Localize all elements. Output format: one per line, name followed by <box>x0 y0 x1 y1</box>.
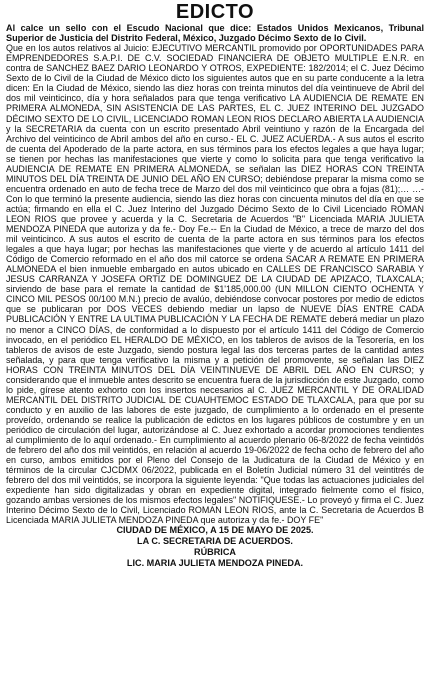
signature-role: LA C. SECRETARIA DE ACUERDOS. <box>137 536 293 547</box>
signature-rubrica: RÚBRICA <box>194 547 236 558</box>
edict-seal-description: Al calce un sello con el Escudo Nacional que dice: Estados Unidos Mexicanos, Tribunal Superior de Justicia del Distrito Federal, México, Juzgado Décimo Sexto de lo Civil. <box>6 23 424 44</box>
signature-place-date: CIUDAD DE MÉXICO, A 15 DE MAYO DE 2025. <box>116 525 314 536</box>
signature-name: LIC. MARIA JULIETA MENDOZA PINEDA. <box>126 558 304 569</box>
edict-title: EDICTO <box>175 1 255 23</box>
edict-body: Que en los autos relativos al Juicio: EJECUTIVO MERCANTIL promovido por OPORTUNIDADES PARA EMPRENDEDORES S.A.P.I. DE C.V. SOCIEDAD FINANCIERA DE OBJETO MULTIPLE E.N.R. en contra de SANCHEZ BAEZ DARIO LEONARDO Y OTROS, EXPEDIENTE: 182/2014; el C. Juez Décimo Sexto de lo Civil de la Ciudad de México dicto los siguientes autos que en su parte conducente a la letra dicen: En la Ciudad de México, siendo las diez horas con treinta minutos del día veintinueve de Abril del dos mil veinticinco, día y hora señalados para que tenga verificativo LA AUDIENCIA DE REMATE EN PRIMERA ALMONEDA, SIN ASISTENCIA DE LAS PARTES, EL C. JUEZ INTERINO DEL JUZGADO DÉCIMO SEXTO DE LO CIVIL, LICENCIADO ROMAN LEON RIOS DECLARO ABIERTA LA AUDIENCIA y la SECRETARIA da cuenta con un escrito presentado Abril veintiuno y razón de la Encargada del Archivo del veinticinco de Abril ambos del año en curso.- EL C. JUEZ ACUERDA.- A sus autos el escrito de cuenta del Apoderado de la parte actora, en sus términos para los efectos legales a que haya lugar; se tienen por hechas las manifestaciones que vierte y como lo solicita para que tenga verificativo la AUDIENCIA DE REMATE EN PRIMERA ALMONEDA, se señalan las DIEZ HORAS CON TREINTA MINUTOS DEL DÍA TREINTA DE JUNIO DEL AÑO EN CURSO; debiéndose preparar la misma como se encuentra ordenado en auto de fecha trece de Marzo del dos mil veinticinco que obra a fojas (81);… …- Con lo que terminó la presente audiencia, siendo las diez horas con cincuenta minutos del día en que se actúa; firmando en ella el C. Juez Interino del Juzgado Décimo Sexto de lo Civil Licenciado ROMAN LEON RIOS que provee y acuerda y la C. Secretaria de Acuerdos "B" Licenciada MARIA JULIETA MENDOZA PINEDA que autoriza y da fe.- Doy Fe.-- En la Ciudad de México, a trece de marzo del dos mil veinticinco. A sus autos el escrito de cuenta de la parte actora en sus términos para los efectos legales a que haya lugar; por hechas las manifestaciones que vierte y de acuerdo al artículo 1411 del Código de Comercio reformado en el año dos mil catorce se ordena SACAR A REMATE EN PRIMERA ALMONEDA el bien inmueble embargado en autos ubicado en CALLES DE FRANCISCO SARABIA Y JESUS CARRANZA Y JOSEFA ORTIZ DE DOMINGUEZ DE LA CIUDAD DE APIZACO, TLAXCALA; sirviendo de base para el remate la cantidad de $1'185,000.00 (UN MILLON CIENTO OCHENTA Y CINCO MIL PESOS 00/100 M.N.) precio de avalúo, debiéndose convocar postores por medio de edictos que se publicaran por DOS VECES debiendo mediar un lapso de NUEVE DÍAS ENTRE CADA PUBLICACIÓN Y ENTRE LA ULTIMA PUBLICACIÓN Y LA FECHA DE REMATE deberá mediar un plazo no menor a CINCO DÍAS, de conformidad a lo dispuesto por el artículo 1411 del Código de Comercio invocado, en el periódico EL HERALDO DE MÉXICO, en los tableros de avisos de la Tesorería, en los tableros de avisos de este Juzgado, siendo postura legal las dos terceras partes de la cantidad antes señalada, y para que tenga verificativo la misma y a petición del promovente, se señalan las DIEZ HORAS CON TREINTA MINUTOS DEL DÍA VEINTINUEVE DE ABRIL DEL AÑO EN CURSO; y considerando que el inmueble antes descrito se encuentra fuera de la jurisdicción de este Juzgado, como lo pide, gírese atento exhorto con los insertos necesarios al C. JUEZ MERCANTIL Y DE ORALIDAD MERCANTIL DEL DISTRITO JUDICIAL DE CUAUHTEMOC ESTADO DE TLAXCALA, para que por su conducto y en auxilio de las labores de este juzgado, de cumplimiento a lo ordenado en el presente proveído, ordenando se realice la publicación de edictos en los lugares públicos de costumbre y en un periódico de circulación del lugar, autorizándose al C. Juez exhortado a acordar promociones tendientes al cumplimiento de lo aquí ordenado.- En cumplimiento al acuerdo plenario 06-8/2022 de fecha veintidós de febrero del año dos mil veintidós, en relación al acuerdo 19-06/2022 de fecha ocho de febrero del año en curso, ambos emitidos por el Pleno del Consejo de la Judicatura de la Ciudad de México y en términos de la circular CJCDMX 06/2022, publicada en el Boletín Judicial número 31 del veintitrés de febrero del dos mil veintidós, se incorpora la siguiente leyenda: "Que todas las actuaciones judiciales del expediente han sido digitalizadas y obran en expediente digital, integrado fielmente como el físico, gozando ambas versiones de los mismos efectos legales" NOTIFIQUESE.- Lo proveyó y firma el C. Juez Interino Décimo Sexto de lo Civil, Licenciado ROMAN LEON RIOS, ante la C. Secretaria de Acuerdos B Licenciada MARIA JULIETA MENDOZA PINEDA que autoriza y da fe.- DOY FE" <box>6 43 424 526</box>
signature-block <box>6 525 424 569</box>
